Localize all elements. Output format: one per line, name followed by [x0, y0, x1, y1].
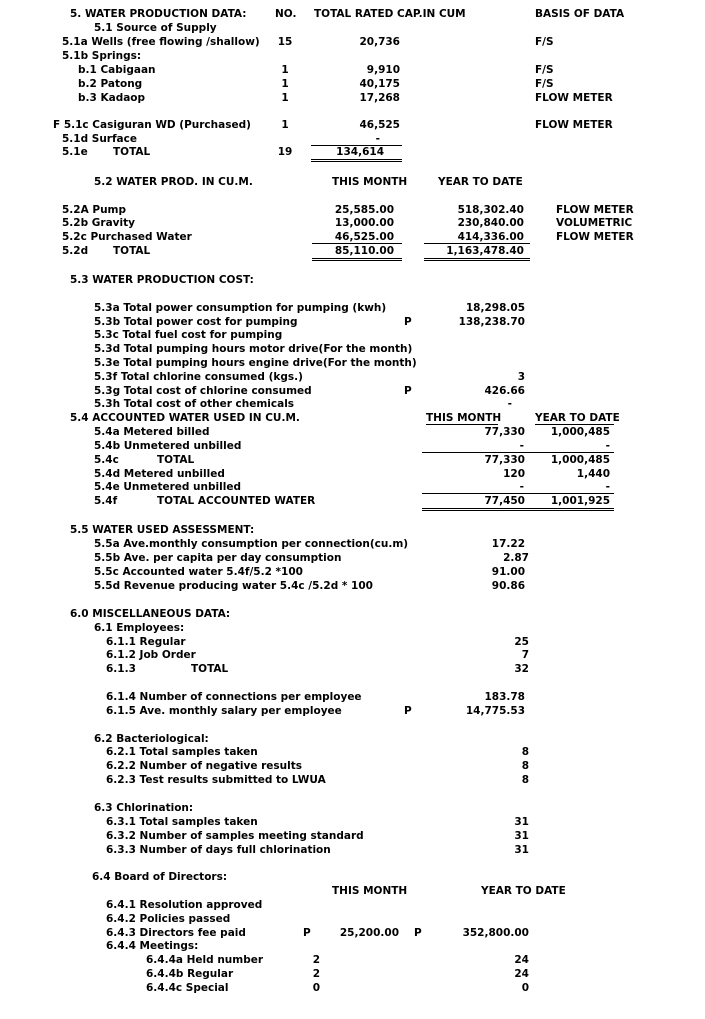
section-title-water-production: 5. WATER PRODUCTION DATA:	[70, 8, 247, 20]
col-header-no: NO.	[275, 8, 297, 20]
row-basis: F/S	[535, 78, 554, 90]
divider	[312, 258, 402, 259]
row-label: b.1 Cabigaan	[78, 64, 156, 76]
row-label: TOTAL	[191, 663, 229, 675]
row-value: 91.00	[491, 566, 525, 578]
section-title-assessment: 5.5 WATER USED ASSESSMENT:	[70, 524, 255, 536]
row-value: -	[507, 398, 512, 410]
row-month: 0	[312, 982, 320, 994]
row-label: 6.4.4a Held number	[146, 954, 264, 966]
col-header-basis: BASIS OF DATA	[535, 8, 625, 20]
row-label: 6.1.4 Number of connections per employee	[106, 691, 362, 703]
row-year: 24	[514, 954, 529, 966]
resolution-label: 6.4.1 Resolution approved	[106, 899, 263, 911]
row-label: TOTAL ACCOUNTED WATER	[157, 495, 316, 507]
row-year: 24	[514, 968, 529, 980]
row-label: 5.4e Unmetered unbilled	[94, 481, 241, 493]
row-label: 5.3c Total fuel cost for pumping	[94, 329, 283, 341]
row-label: 6.1.5 Ave. monthly salary per employee	[106, 705, 342, 717]
row-no: 1	[281, 64, 289, 76]
row-value: 90.86	[491, 580, 525, 592]
divider	[535, 424, 614, 425]
row-basis: VOLUMETRIC	[556, 217, 633, 229]
row-month: 25,585.00	[334, 204, 394, 216]
source-of-supply-label: 5.1 Source of Supply	[94, 22, 217, 34]
row-year: 1,440	[576, 468, 610, 480]
row-capacity: 17,268	[359, 92, 400, 104]
row-label: 5.5d Revenue producing water 5.4c /5.2d * 100	[94, 580, 373, 592]
row-value: 18,298.05	[465, 302, 525, 314]
row-value: 31	[514, 816, 529, 828]
row-capacity: 40,175	[359, 78, 400, 90]
meetings-label: 6.4.4 Meetings:	[106, 940, 199, 952]
section-title-accounted: 5.4 ACCOUNTED WATER USED IN CU.M.	[70, 412, 300, 424]
row-value: 138,238.70	[458, 316, 525, 328]
row-capacity: 134,614	[336, 146, 384, 158]
row-year: 1,001,925	[550, 495, 610, 507]
section-title-prod-cost: 5.3 WATER PRODUCTION COST:	[70, 274, 254, 286]
peso-sign: P	[404, 705, 412, 717]
col-header-this-month: THIS MONTH	[332, 885, 408, 897]
col-header-this-month: THIS MONTH	[332, 176, 408, 188]
bacteriological-title: 6.2 Bacteriological:	[94, 733, 209, 745]
row-label: 5.1d Surface	[62, 133, 137, 145]
row-label: 6.3.3 Number of days full chlorination	[106, 844, 331, 856]
row-year: 352,800.00	[462, 927, 529, 939]
springs-label: 5.1b Springs:	[62, 50, 142, 62]
row-value: 14,775.53	[465, 705, 525, 717]
row-no: 15	[277, 36, 293, 48]
row-value: 426.66	[484, 385, 525, 397]
row-no: 1	[281, 78, 289, 90]
row-label: 6.4.3 Directors fee paid	[106, 927, 246, 939]
row-month: 2	[312, 954, 320, 966]
row-year: 414,336.00	[457, 231, 524, 243]
row-value: 31	[514, 830, 529, 842]
row-capacity: 9,910	[366, 64, 400, 76]
row-year: 1,163,478.40	[446, 245, 524, 257]
row-label: 6.1.1 Regular	[106, 636, 186, 648]
row-label: F 5.1c Casiguran WD (Purchased)	[53, 119, 251, 131]
row-year: 0	[521, 982, 529, 994]
row-label: 5.5c Accounted water 5.4f/5.2 *100	[94, 566, 303, 578]
row-label: 6.4.4c Special	[146, 982, 229, 994]
row-value: 32	[514, 663, 529, 675]
row-year: -	[605, 440, 610, 452]
divider	[424, 260, 530, 261]
divider	[422, 510, 614, 511]
row-label: 5.5b Ave. per capita per day consumption	[94, 552, 342, 564]
row-basis: FLOW METER	[535, 119, 613, 131]
row-label: 5.2c Purchased Water	[62, 231, 192, 243]
col-header-this-month: THIS MONTH	[426, 412, 502, 424]
row-month: 25,200.00	[339, 927, 399, 939]
row-value: 7	[521, 649, 529, 661]
row-label: 5.2A Pump	[62, 204, 127, 216]
row-label: 5.5a Ave.monthly consumption per connection(cu.m)	[94, 538, 409, 550]
row-basis: FLOW METER	[535, 92, 613, 104]
row-value: 25	[514, 636, 529, 648]
row-capacity: 46,525	[359, 119, 400, 131]
row-label: 5.3b Total power cost for pumping	[94, 316, 298, 328]
row-year: 518,302.40	[457, 204, 524, 216]
row-label: 6.2.3 Test results submitted to LWUA	[106, 774, 326, 786]
peso-sign: P	[404, 385, 412, 397]
divider	[422, 452, 614, 453]
row-label: 6.4.4b Regular	[146, 968, 234, 980]
row-value: 17.22	[491, 538, 525, 550]
row-code: 5.1e	[62, 146, 88, 158]
section-title-misc: 6.0 MISCELLANEOUS DATA:	[70, 608, 231, 620]
divider	[422, 493, 614, 494]
row-year: -	[605, 481, 610, 493]
row-label: b.2 Patong	[78, 78, 143, 90]
row-value: 31	[514, 844, 529, 856]
row-month: 46,525.00	[334, 231, 394, 243]
peso-sign: P	[303, 927, 311, 939]
row-label: 5.3d Total pumping hours motor drive(For the month)	[94, 343, 413, 355]
row-month: -	[519, 440, 524, 452]
row-no: 19	[277, 146, 293, 158]
divider	[424, 243, 530, 244]
row-label: b.3 Kadaop	[78, 92, 146, 104]
row-label: 5.3a Total power consumption for pumping (kwh)	[94, 302, 387, 314]
row-value: 3	[517, 371, 525, 383]
row-label: 5.1a Wells (free flowing /shallow)	[62, 36, 260, 48]
row-code: 5.4c	[94, 454, 119, 466]
row-label: 5.3h Total cost of other chemicals	[94, 398, 295, 410]
row-label: 5.3e Total pumping hours engine drive(For the month)	[94, 357, 417, 369]
row-value: 183.78	[484, 691, 525, 703]
row-label: 5.4a Metered billed	[94, 426, 210, 438]
col-header-year-to-date: YEAR TO DATE	[438, 176, 523, 188]
row-basis: FLOW METER	[556, 204, 634, 216]
divider	[312, 260, 402, 261]
row-basis: FLOW METER	[556, 231, 634, 243]
row-value: 2.87	[503, 552, 529, 564]
row-month: 85,110.00	[334, 245, 394, 257]
row-label: 5.4d Metered unbilled	[94, 468, 225, 480]
row-month: 13,000.00	[334, 217, 394, 229]
row-no: 1	[281, 119, 289, 131]
col-header-year-to-date: YEAR TO DATE	[535, 412, 620, 424]
row-month: 77,330	[484, 426, 525, 438]
row-label: 6.2.1 Total samples taken	[106, 746, 258, 758]
policies-label: 6.4.2 Policies passed	[106, 913, 231, 925]
row-year: 1,000,485	[550, 454, 610, 466]
col-header-capacity: TOTAL RATED CAP.IN CUM	[314, 8, 466, 20]
row-value: 8	[521, 774, 529, 786]
divider	[311, 159, 402, 160]
divider	[312, 243, 402, 244]
row-value: 8	[521, 760, 529, 772]
row-month: 120	[503, 468, 525, 480]
col-header-year-to-date: YEAR TO DATE	[481, 885, 566, 897]
row-no: 1	[281, 92, 289, 104]
row-basis: F/S	[535, 36, 554, 48]
row-month: 2	[312, 968, 320, 980]
employees-title: 6.1 Employees:	[94, 622, 185, 634]
row-code: 6.1.3	[106, 663, 136, 675]
row-year: 1,000,485	[550, 426, 610, 438]
row-label: 6.2.2 Number of negative results	[106, 760, 302, 772]
row-month: -	[519, 481, 524, 493]
row-label: 6.1.2 Job Order	[106, 649, 196, 661]
board-title: 6.4 Board of Directors:	[92, 871, 228, 883]
row-code: 5.4f	[94, 495, 118, 507]
row-basis: F/S	[535, 64, 554, 76]
row-label: 5.3f Total chlorine consumed (kgs.)	[94, 371, 303, 383]
row-capacity: 20,736	[359, 36, 400, 48]
row-label: 5.4b Unmetered unbilled	[94, 440, 242, 452]
peso-sign: P	[404, 316, 412, 328]
row-month: 77,450	[484, 495, 525, 507]
row-value: 8	[521, 746, 529, 758]
divider	[311, 161, 402, 162]
row-label: 6.3.1 Total samples taken	[106, 816, 258, 828]
chlorination-title: 6.3 Chlorination:	[94, 802, 194, 814]
row-label: TOTAL	[113, 245, 151, 257]
row-year: 230,840.00	[457, 217, 524, 229]
divider	[422, 508, 614, 509]
row-label: 5.3g Total cost of chlorine consumed	[94, 385, 312, 397]
row-code: 5.2d	[62, 245, 89, 257]
divider	[426, 424, 498, 425]
row-label: 5.2b Gravity	[62, 217, 135, 229]
peso-sign: P	[414, 927, 422, 939]
section-title-prod-cum: 5.2 WATER PROD. IN CU.M.	[94, 176, 253, 188]
row-label: TOTAL	[113, 146, 151, 158]
row-label: TOTAL	[157, 454, 195, 466]
row-capacity: -	[375, 133, 380, 145]
row-month: 77,330	[484, 454, 525, 466]
divider	[424, 258, 530, 259]
row-label: 6.3.2 Number of samples meeting standard	[106, 830, 364, 842]
